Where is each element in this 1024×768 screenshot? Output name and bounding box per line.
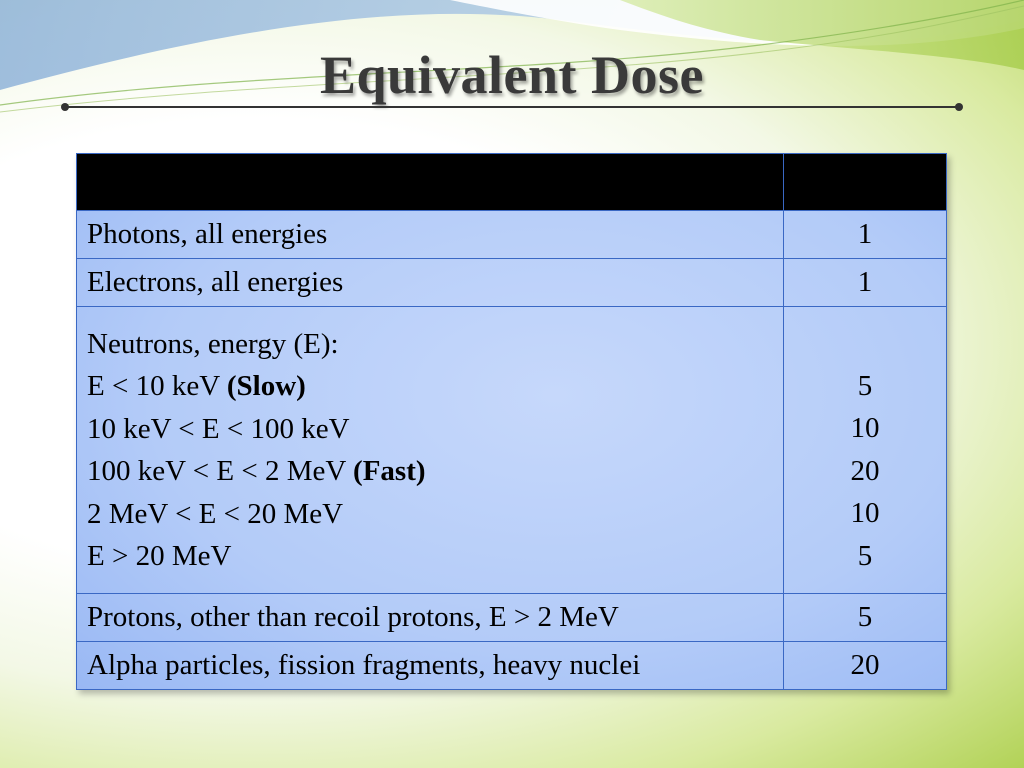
neutron-range-line [87, 535, 773, 578]
neutron-range-line [87, 450, 773, 493]
table-row-neutrons [77, 307, 947, 594]
neutron-range: E > 20 MeV [87, 540, 232, 572]
title-rule-right-dot [955, 103, 963, 111]
neutron-factor: 5 [857, 369, 873, 402]
header-cell-factor [784, 154, 947, 211]
neutron-factor: 10 [850, 497, 880, 530]
radiation-cell: Photons, all energies [77, 211, 784, 259]
neutron-range: E < 10 keV [87, 370, 220, 402]
factor-cell: 1 [784, 259, 947, 307]
neutron-range: 10 keV < E < 100 keV [87, 412, 350, 445]
neutron-range-line [87, 493, 773, 536]
neutron-factor: 20 [850, 454, 880, 487]
table-row [77, 642, 947, 690]
table-row [77, 594, 947, 642]
header-cell-radiation [77, 154, 784, 211]
radiation-cell: Electrons, all energies [77, 259, 784, 307]
radiation-cell: Protons, other than recoil protons, E > 2 MeV [77, 594, 784, 642]
factor-cell: 1 [784, 211, 947, 259]
neutron-range-line [87, 408, 773, 451]
neutron-heading: Neutrons, energy (E): [87, 327, 339, 360]
equivalent-dose-table [76, 153, 947, 690]
neutron-tag: (Slow) [226, 370, 306, 402]
neutron-radiation-cell [77, 307, 784, 594]
neutron-factor: 10 [850, 412, 880, 445]
radiation-cell: Alpha particles, fission fragments, heavy nuclei [77, 642, 784, 690]
table-row [77, 259, 947, 307]
table-header-row [77, 154, 947, 211]
factor-cell: 20 [784, 642, 947, 690]
title-rule [64, 106, 960, 108]
slide-title: Equivalent Dose [319, 45, 705, 105]
neutron-factor: 5 [857, 539, 873, 572]
factor-cell: 5 [784, 594, 947, 642]
neutron-range: 100 keV < E < 2 MeV [87, 455, 346, 487]
neutron-tag: (Fast) [353, 455, 426, 487]
neutron-range: 2 MeV < E < 20 MeV [87, 497, 344, 530]
table-row [77, 211, 947, 259]
neutron-range-line [87, 365, 773, 408]
neutron-factor-cell [784, 307, 947, 594]
